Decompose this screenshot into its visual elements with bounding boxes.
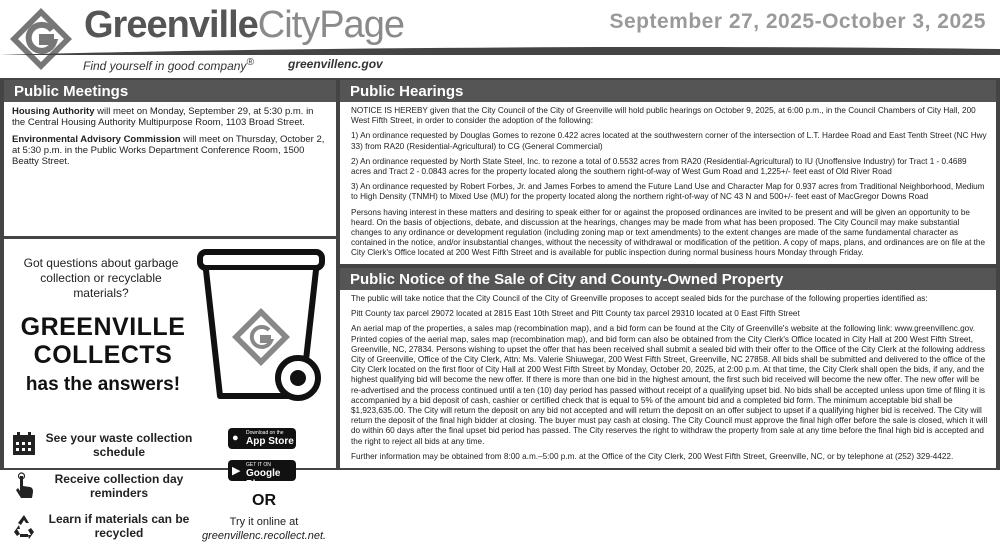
recollect-link[interactable]: greenvillenc.recollect.net. (201, 530, 327, 542)
app-store-badge[interactable] (228, 428, 296, 449)
right-column (340, 80, 996, 468)
greenville-collects-ad (4, 240, 336, 542)
collects-title (8, 313, 198, 369)
website-link[interactable]: greenvillenc.gov (288, 57, 383, 71)
sale-paragraph: Pitt County tax parcel 29072 located at 2815 East 10th Street and Pitt County tax parcel 29310 located at 0 East Fifth Street (351, 309, 800, 319)
sale-notice-heading: Public Notice of the Sale of City and County-Owned Property (340, 268, 996, 290)
feature-schedule: See your waste collection schedule (45, 431, 193, 459)
calendar-icon (10, 430, 38, 458)
try-text: Try it online at (229, 516, 299, 528)
feature-recycle: Learn if materials can be recycled (48, 512, 190, 540)
brand-sub: CityPage (257, 4, 404, 46)
try-online (194, 515, 334, 543)
brand-title (84, 4, 404, 47)
meeting-text: will meet on Thursday, October 2, at 5:30 p.m. in the Public Works Department Conference Room, 1500 Beatty Street. (12, 134, 325, 167)
sale-body (340, 292, 996, 467)
masthead (0, 0, 1000, 80)
tagline-text: Find yourself in good company (83, 59, 247, 73)
header-swoosh (0, 45, 1000, 55)
public-hearings-heading: Public Hearings (340, 80, 996, 102)
public-meetings-heading: Public Meetings (4, 80, 336, 102)
meeting-name: Environmental Advisory Commission (12, 134, 181, 145)
tagline-mark: ® (246, 57, 254, 68)
google-play-icon: ▶ (232, 465, 241, 477)
meetings-list (4, 102, 336, 167)
feature-reminders: Receive collection day reminders (54, 472, 184, 500)
google-play-badge[interactable] (228, 460, 296, 490)
trash-bin-icon (190, 246, 332, 408)
apple-icon: ● (232, 432, 239, 444)
collects-question: Got questions about garbage collection or recyclable materials? (23, 256, 179, 300)
google-play-small: GET IT ON (246, 462, 271, 468)
sale-paragraph: An aerial map of the properties, a sales map (recombination map), and a bid form can be found at the City of Greenville's website at the following link: www.greenvillenc.gov. Printed copies of the aerial map, sales map (recombination map), and bid form can also be obtained from the City Clerk's Office located in City Hall at 200 West Fifth Street, Greenville, NC, 27834. Persons wishing to upset the offer that has been received shall submit a sealed bid with their offer to the Office of the City Clerk at the following address City of Greenville, Office of the City Clerk, Attn: Ms. Valerie Shiuwegar, 200 West Fifth Street, Greenville, NC 27858. All bids shall be submitted and delivered to the office of the City Clerk located on the first floor of City Hall at 200 West Fifth Street by Monday, October 20, 2025, at 2:00 p.m. At that time, the City Clerk shall open the bids, if any, and the highest qualifying bid will become the new offer. If there is more than one bid in the highest amount, the first such bid received will become the new offer. The new offer will be re-advertised and the process continued until a ten (10) day period has passed without receipt of a qualifying upset bid. No bids shall be accepted unless upon time of filing it is accompanied by a bid deposit of cash, cashier or certified check that is equal to 5% of the amount bid and a completed bid form. The minimum acceptable bid shall be $1,923,635.00. The City will return the deposit on any bid not accepted and will return the deposit on an offer subject to upset if a qualifying higher bid is received. The City will return the deposit of the final high bidder at closing. The buyer must pay cash at closing. The City Council must approve the final high offer before the sale is closed, which it will do within 60 days after the final upset bid period has passed. The City reserves the right to withdraw the property from sale at any time before the final high bid is accepted and the right to reject all bids at any time. (351, 324, 988, 446)
collects-title-line1: GREENVILLE (20, 313, 186, 341)
hearing-paragraph: 2) An ordinance requested by North State Steel, Inc. to rezone a total of 0.5532 acres from RA20 (Residential-Agricultural) to IU (Unoffensive Industry) for Tract 1 - 0.4689 acres and Tract 2 - 0.0843 acres for the property located along the southern right-of-way of West Gum Road and 1,225+/- feet east of Old River Road (351, 156, 967, 177)
left-column (4, 80, 336, 542)
google-play-large: Google Play (246, 468, 281, 490)
collects-title-line2: COLLECTS (33, 341, 173, 369)
sale-paragraph: The public will take notice that the City Council of the City of Greenville proposes to accept sealed bids for the purchase of the following properties identified as: (351, 294, 928, 303)
sale-paragraph: Further information may be obtained from 8:00 a.m.–5:00 p.m. at the Office of the City Clerk, 200 West Fifth Street, Greenville, NC, or by telephone at (252) 329-4422. (351, 451, 954, 461)
tap-hand-icon (10, 472, 38, 500)
recycle-icon (10, 512, 38, 540)
app-store-large: App Store (246, 436, 294, 447)
hearing-paragraph: Persons having interest in these matters and desiring to speak either for or against the proposed ordinances are invited to be present and will be given an opportunity to be heard. On the basis of objections, debate, and discussion at the hearings, changes may be made from what has been proposed. The City Council may make substantial changes to any ordinance or development regulation (including zoning map or text amendments) to the extent changes are made of the same fundamental character as contained in the notice, and/or insubstantial changes, without the necessity of withdrawal or modification of the petition. A copy of maps, plans, and ordinances are on file at the City Clerk's Office located at 200 West Fifth Street and is available for public inspection during normal business hours Monday through Friday. (351, 207, 986, 258)
brand-main: Greenville (84, 4, 258, 46)
date-range: September 27, 2025-October 3, 2025 (609, 10, 986, 33)
tagline (83, 57, 254, 73)
hearing-paragraph: 3) An ordinance requested by Robert Forbes, Jr. and James Forbes to amend the Future Land Use and Character Map for 0.937 acres from Traditional Neighborhood, Medium to High Density (TNMH) to Mixed Use (MU) for the property located along the northern right-of-way of NC 43 N and 500+/- feet east of MacGregor Downs Road (351, 182, 985, 202)
app-store-small: Download on the (246, 430, 284, 436)
meeting-item (12, 134, 328, 167)
section-divider (4, 236, 336, 239)
hearings-body (340, 102, 996, 259)
meeting-text: will meet on Monday, September 29, at 5:30 p.m. in the Central Housing Authority Multipurpose Room, 1103 Broad Street. (12, 106, 314, 128)
collects-answer: has the answers! (25, 374, 181, 395)
meeting-item (12, 106, 328, 128)
meeting-name: Housing Authority (12, 106, 95, 117)
hearing-paragraph: 1) An ordinance requested by Douglas Gomes to rezone 0.422 acres located at the southwestern corner of the intersection of L.T. Hardee Road and East Tenth Street (NC Hwy 33) from RA20 (Residential-Agricultural) to CG (General Commercial) (351, 131, 987, 151)
hearing-paragraph: NOTICE IS HEREBY given that the City Council of the City of Greenville will hold public hearings on October 9, 2025, at 6:00 p.m., in the Council Chambers of City Hall, 200 West Fifth Street, in order to consider the adoption of the following: (351, 106, 976, 126)
tagline-bar (0, 55, 1000, 77)
or-label: OR (252, 492, 276, 509)
